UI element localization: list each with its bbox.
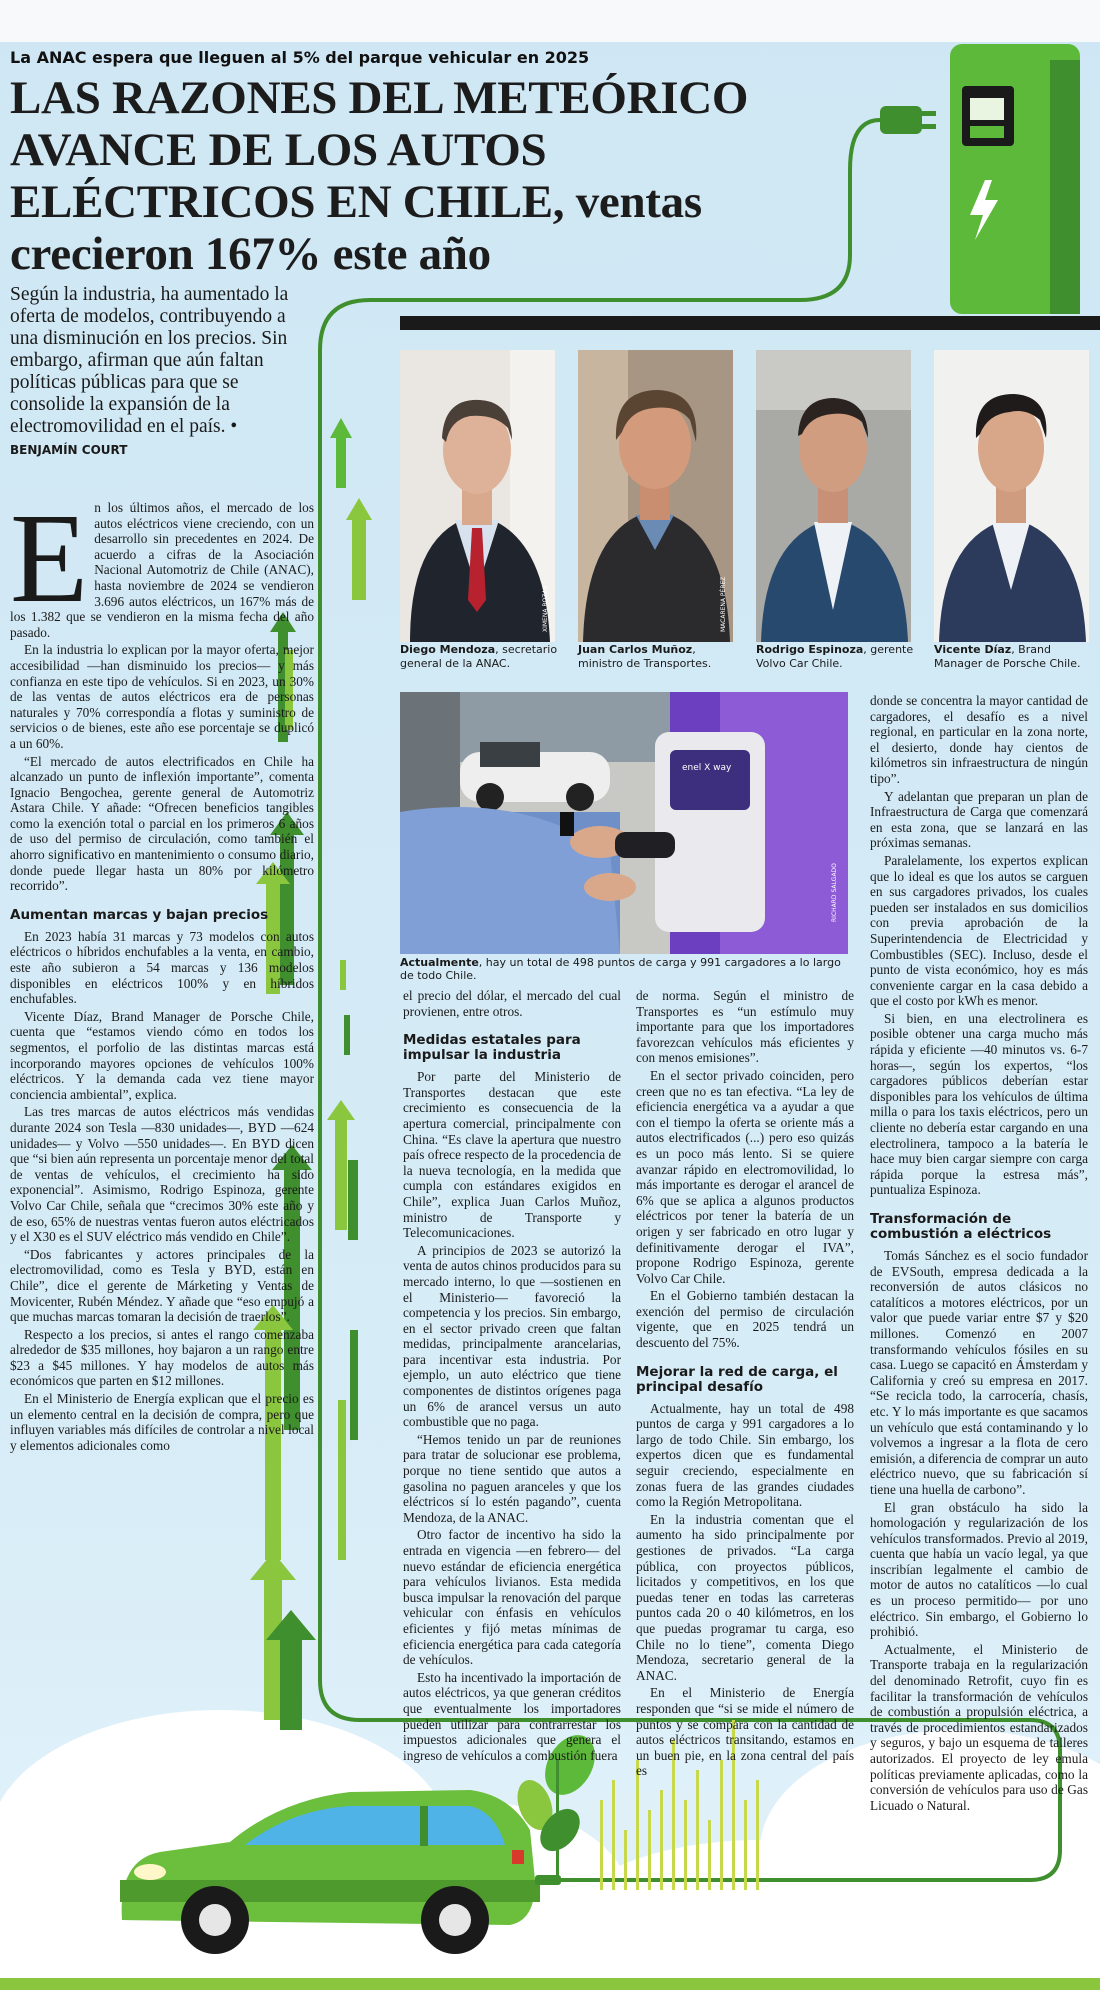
subheading: Transformación de combustión a eléctricos: [870, 1211, 1052, 1242]
paragraph: Si bien, en una electrolinera es posible obtener una carga mucho más rápida y eficiente —40 minutos vs. 6-7 horas—, según los expertos, “los cargadores públicos deberían estar disponibles para los vehículos de última milla o para los taxis eléctricos, pero un cliente no debería estar cargando en una electrolinera, tampoco a la batería le hace muy bien cargar siempre con carga rápida porque la estresa más”, puntualiza Espinoza.: [870, 1010, 1088, 1198]
paragraph: Actualmente, hay un total de 498 puntos de carga y 991 cargadores a lo largo de todo Chile. Sin embargo, los expertos dicen que es fundamental seguir creciendo, especialmente en zonas fuera de las grandes ciudades como la Región Metropolitana.: [636, 1400, 854, 1510]
caption-role: , ministro de Transportes.: [578, 643, 712, 670]
headline: [10, 72, 790, 280]
article-column-4: [870, 693, 1088, 1815]
headline-line-4: crecieron 167% este año: [10, 228, 491, 280]
paragraph: Las tres marcas de autos eléctricos más vendidas durante 2024 son Tesla —830 unidades—, BYD —624 unidades— y Volvo —550 unidades—. En BYD dicen que “si bien aún representa un porcentaje menor del total de ventas de vehículos, el crecimiento ha sido exponencial”. Asimismo, Rodrigo Espinoza, gerente Volvo Car Chile, señala que “crecimos 30% este año y de eso, 65% de nuestras ventas fueron autos eléctricados y el X30 es el SUV eléctrico más vendido en Chile”.: [10, 1104, 314, 1245]
headline-line-1: LAS RAZONES DEL METEÓRICO: [10, 72, 749, 124]
headline-line-3-rest: ventas: [564, 176, 702, 228]
caption-name: Juan Carlos Muñoz: [578, 643, 693, 656]
paragraph: Por parte del Ministerio de Transportes destacan que este crecimiento es consecuencia de la apertura comercial, principalmente con China. “Es clave la apertura que nuestro país ofrece respecto de la procedencia de la nueva tecnología, en la medida que cumpla con estándares exigidos en Chile”, explica Juan Carlos Muñoz, ministro de Transporte y Telecomunicaciones.: [403, 1069, 621, 1241]
paragraph: Otro factor de incentivo ha sido la entrada en vigencia —en febrero— del nuevo estándar de eficiencia energética para vehículos livianos. Esta medida busca impulsar la renovación del parque vehicular con énfasis en vehículos eficientes y fijó metas mínimas de eficiencia energética para cada categoría de vehículos.: [403, 1527, 621, 1668]
photo-credit: RICHARD SALGADO: [831, 863, 838, 922]
article-column-1: [10, 487, 314, 1455]
paragraph: Vicente Díaz, Brand Manager de Porsche Chile, cuenta que “estamos viendo cómo en todos los segmentos, el porfolio de las distintas marcas está incorporando mayores opciones de vehículos 100% eléctricos. Y la demanda cada vez tiene mayor conciencia ambiental”, explica.: [10, 1008, 314, 1102]
charging-photo: [400, 692, 848, 954]
caption-name: Diego Mendoza: [400, 643, 496, 656]
paragraph: el precio del dólar, el mercado del cual provienen, entre otros.: [403, 988, 621, 1019]
paragraph: A principios de 2023 se autorizó la venta de autos chinos producidos para su mercado interno, lo que —sostienen en el Ministerio— favoreció la competencia y los precios. Sin embargo, en el sector privado creen que faltan medidas, principalmente arancelarias, para incentivar esta industria. Por ejemplo, un auto eléctrico que tiene componentes de distintos orígenes paga un 6% de arancel versus un auto combustible que no paga.: [403, 1242, 621, 1430]
subheading: Mejorar la red de carga, el principal desafío: [636, 1363, 838, 1395]
paragraph: En el sector privado coinciden, pero creen que no es tan efectiva. “La ley de eficiencia energética va a ayudar a que con el tiempo la oferta se oriente más a autos electrificados (...) pero eso quizás es un poco más lento. Si se quiere avanzar rápido en electromovilidad, lo más importante es derogar el arancel de 6% que se aplica a algunos productos eléctricos por tener la batería de un origen y ser fabricado en otro lugar y definitivamente derogar el IVA”, propone Rodrigo Espinoza, gerente Volvo Car Chile.: [636, 1067, 854, 1286]
paragraph: En la industria comentan que el aumento ha sido principalmente por gestiones de privados. “La carga pública, con proyectos públicos, licitados y competitivos, en los que puedas tener en todas las carreteras puntos cada 20 o 40 kilómetros, en los que puedas programar tu carga, eso Chile no lo tiene”, comenta Diego Mendoza, secretario general de la ANAC.: [636, 1511, 854, 1683]
paragraph: El gran obstáculo ha sido la homologación y regularización de los vehículos transformados. Previo al 2019, cuenta que había un vacío legal, ya que inscribían legalmente el cambio de motor de autos no catalíticos —lo cual es un proceso permitido— por uno eléctrico. Sin embargo, el Gobierno lo prohibió.: [870, 1499, 1088, 1640]
caption-name: Vicente Díaz: [934, 643, 1012, 656]
paragraph: Tomás Sánchez es el socio fundador de EVSouth, empresa dedicada a la reconversión de autos clásicos no catalíticos a motores eléctricos, por un valor que puede variar entre $7 y $20 millones. Comenzó en 2007 transformando vehículos fósiles en su casa. Luego se capacitó en Ámsterdam y California y creó su empresa en 2017. “Se recicla todo, la carrocería, chasís, etc. Y lo más importante es que sacamos un vehículo que está contaminando y lo volvemos a ingresar a la flota de cero emisión, a diferencia de comprar un auto eléctrico nuevo, que su fabricación sí tiene una huella de carbono”.: [870, 1248, 1088, 1497]
portrait-diego-mendoza: [400, 350, 555, 642]
byline: BENJAMÍN COURT: [10, 443, 128, 457]
portrait-row: [400, 350, 1090, 642]
ground-strip: [0, 1978, 1100, 1990]
charging-station-icon: [950, 44, 1080, 314]
deck-bullet: •: [225, 416, 238, 437]
caption-bold: Actualmente: [400, 956, 479, 969]
headline-line-3: ELÉCTRICOS EN CHILE,: [10, 176, 565, 228]
caption-rest: , hay un total de 498 puntos de carga y 991 cargadores a lo largo de todo Chile.: [400, 956, 841, 982]
paragraph: “El mercado de autos electrificados en Chile ha alcanzado un punto de inflexión importante”, comenta Ignacio Bengochea, gerente general de Automotriz Astara Chile. Y añade: “Ofrecen beneficios tangibles como la exención total o parcial en los primeros 6 años de uso del permiso de circulación, como también el ahorro significativo en mantenimiento o consumo diario, donde puede llegar hasta un 80% por kilómetro recorrido”.: [10, 753, 314, 894]
caption-vicente-diaz: [934, 643, 1094, 671]
paragraph: Respecto a los precios, si antes el rango comenzaba alrededor de $35 millones, hoy bajaron a un rango entre $23 a $45 millones. Y hay modelos de autos más económicos que parten en $12 millones.: [10, 1326, 314, 1389]
article-column-3: [636, 988, 854, 1781]
paragraph: n los últimos años, el mercado de los autos eléctricos viene creciendo, con un desarrollo sin precedentes en 2024. De acuerdo a cifras de la Asociación Nacional Automotriz de Chile (ANAC), hasta noviembre de 2024 se vendieron 3.696 autos eléctricos, un 167% más de los 1.382 que se vendieron en la misma fecha del año pasado.: [10, 500, 314, 640]
portrait-rodrigo-espinoza: [756, 350, 911, 642]
paragraph: En el Ministerio de Energía explican que el precio es un elemento central en la decisión de compra, pero que influyen variables más difíciles de controlar a nivel local y elementos adicionales como: [10, 1391, 314, 1453]
paragraph: En el Ministerio de Energía responden que “si se mide el número de puntos y se compara con la cantidad de autos eléctricos transitando, estamos en un buen pie, en la zona central del país es: [636, 1685, 854, 1779]
subheading: Medidas estatales para impulsar la industria: [403, 1032, 581, 1064]
caption-juan-carlos-munoz: [578, 643, 738, 671]
caption-role: , Brand Manager de Porsche Chile.: [934, 643, 1081, 670]
paragraph: Actualmente, el Ministerio de Transporte trabaja en la regularización del denominado Retrofit, cuyo fin es facilitar la transformación de vehículos de combustión a propulsión eléctrica, a través de procedimientos estandarizados y seguros, y bajo un esquema de talleres autorizados. El proyecto de ley emula políticas previamente aplicadas, como la conversión de vehículos para uso de Gas Licuado o Natural.: [870, 1641, 1088, 1813]
paragraph: En 2023 había 31 marcas y 73 modelos con autos eléctricos o híbridos enchufables a la venta, en cambio, este año subieron a 54 marcas y 136 modelos disponibles en eléctricos 100% y en híbridos enchufables.: [10, 928, 314, 1007]
deck: [10, 284, 300, 461]
deck-text: Según la industria, ha aumentado la oferta de modelos, contribuyendo a una disminución en los precios. Sin embargo, afirman que aún faltan políticas públicas para que se consolide la expansión de la electromovilidad en el país.: [10, 284, 289, 437]
paragraph: Esto ha incentivado la importación de autos eléctricos, ya que generan créditos que eventualmente los importadores pueden utilizar para contrarrestar los impuestos adicionales que genera el ingreso de vehículos a combustión fuera: [403, 1669, 621, 1763]
paragraph: “Dos fabricantes y actores principales de la electromovilidad, como es Tesla y BYD, están en Chile”, dice el gerente de Márketing y Ventas de Movicenter, Rubén Méndez. Y añade que “eso empujó a que muchas marcas tomaran la decisión de traerlos”.: [10, 1246, 314, 1325]
portrait-juan-carlos-munoz: [578, 350, 733, 642]
paragraph: donde se concentra la mayor cantidad de cargadores, el desafío es a nivel regional, en particular en la zona norte, el desierto, donde hay cientos de kilómetros sin infraestructura de ningún tipo”.: [870, 693, 1088, 786]
photo-credit: MACARENA PÉREZ: [720, 576, 727, 632]
header-rule: [400, 316, 1100, 330]
caption-role: , gerente Volvo Car Chile.: [756, 643, 914, 670]
headline-line-2: AVANCE DE LOS AUTOS: [10, 124, 547, 176]
subheading: Aumentan marcas y bajan precios: [10, 906, 269, 923]
paragraph: En el Gobierno también destacan la exención del permiso de circulación vigente, que en 2025 tendrá un descuento del 75%.: [636, 1288, 854, 1351]
charging-photo-caption: [400, 956, 852, 982]
paragraph: En la industria lo explican por la mayor oferta, mejor accesibilidad —han disminuido los precios— y más confianza en este tipo de vehículos. Si en 2023, un 30% de las ventas de autos eléctricos era de personas naturales y 70% correspondía a flotas y suministro de servicios o de bienes, este año ese porcentaje se duplicó a un 60%.: [10, 642, 314, 751]
drop-cap: E: [10, 487, 89, 629]
article-column-2: [403, 988, 621, 1765]
paragraph: de norma. Según el ministro de Transportes es “un estímulo muy importante para que los importadores favorezcan vehículos más eficientes y con menos emisiones”.: [636, 988, 854, 1066]
caption-role: , secretario general de la ANAC.: [400, 643, 558, 670]
paragraph: “Hemos tenido un par de reuniones para tratar de solucionar ese problema, porque no tiene sentido que autos a gasolina no paguen aranceles y que los eléctricos sí lo estén pagando”, cuenta Mendoza, de la ANAC.: [403, 1431, 621, 1525]
plug-icon: [880, 106, 936, 134]
caption-name: Rodrigo Espinoza: [756, 643, 864, 656]
portrait-vicente-diaz: [934, 350, 1089, 642]
paragraph: Y adelantan que preparan un plan de Infraestructura de Carga que comenzará en esta zona, que se lanzará en las próximas semanas.: [870, 788, 1088, 851]
charger-brand-label: enel X way: [682, 763, 732, 773]
paragraph: Paralelamente, los expertos explican que lo ideal es que los autos se carguen en sus cargadores privados, los cuales pueden ser instalados en sus domicilios con previa aprobación de la Superintendencia de Electricidad y Combustibles (SEC). Incluso, desde el punto de vista económico, hoy es más conveniente cargar en la casa debido a que el costo por kWh es menor.: [870, 852, 1088, 1009]
caption-rodrigo-espinoza: [756, 643, 916, 671]
caption-diego-mendoza: [400, 643, 560, 671]
kicker: La ANAC espera que lleguen al 5% del parque vehicular en 2025: [10, 48, 590, 67]
photo-credit: XIMENA ROZAS: [542, 585, 549, 632]
